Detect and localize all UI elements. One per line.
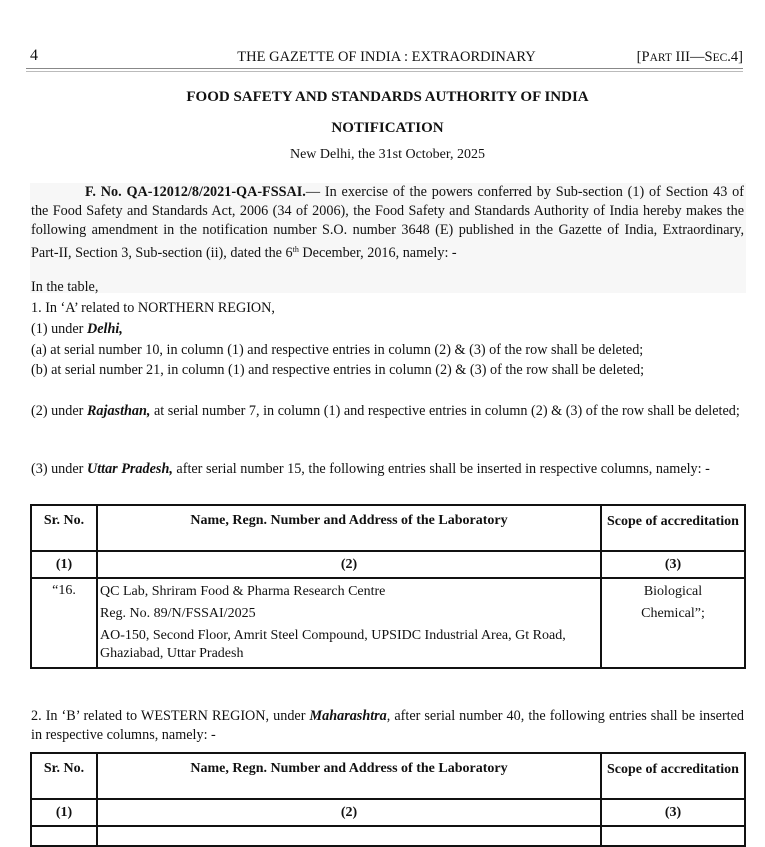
item-prefix: 2. In ‘B’ related to WESTERN REGION, under [31, 708, 310, 724]
part-prefix: [P [636, 49, 650, 65]
header-lab-details: Name, Regn. Number and Address of the Laboratory [97, 505, 601, 551]
state-name: Uttar Pradesh, [86, 461, 173, 477]
item-1-3-uttar-pradesh [31, 460, 744, 479]
scope-cell [601, 826, 745, 846]
item-1-2-rajasthan [31, 402, 744, 421]
header-sr-no: Sr. No. [31, 505, 97, 551]
col-num-2: (2) [97, 799, 601, 826]
em-dash: — [305, 184, 321, 200]
item-1-1-delhi [31, 320, 744, 339]
col-num-3: (3) [601, 799, 745, 826]
scope-biological: Biological [643, 584, 703, 599]
header-sr-no: Sr. No. [31, 753, 97, 799]
lab-name: QC Lab, Shriram Food & Pharma Research Centre [100, 584, 386, 599]
item-prefix: (3) under [31, 461, 87, 477]
item-text: after serial number 15, the following entries shall be inserted in respective columns, namely: - [172, 461, 710, 477]
table-header-row [31, 505, 745, 551]
page-number: 4 [30, 47, 38, 64]
state-name: Maharashtra [309, 708, 387, 724]
col-num-3: (3) [601, 551, 745, 578]
header-scope: Scope of accreditation [601, 505, 745, 551]
state-name: Delhi, [86, 321, 123, 337]
preamble-text-end: December, 2016, namely: - [298, 245, 457, 261]
item-text: , after serial number 40, the following entries shall be inserted in respective columns, namely: - [31, 708, 744, 743]
part-suffix: .4] [727, 49, 743, 65]
scope-cell [601, 578, 745, 668]
item-prefix: (1) under [31, 321, 87, 337]
header-lab-details: Name, Regn. Number and Address of the Laboratory [97, 753, 601, 799]
lab-address: AO-150, Second Floor, Amrit Steel Compound, UPSIDC Industrial Area, Gt Road, Ghaziabad, Uttar Pradesh [100, 628, 566, 661]
notification-heading: NOTIFICATION [331, 120, 444, 136]
preamble-text: In exercise of the powers conferred by Sub-section (1) of Section 43 of the Food Safety and Standards Act, 2006 (34 of 2006), the Food Safety and Standards Authority of India hereby makes the following amendment in the notification number S.O. number 3648 (E) published in the Gazette of India, Extraordinary, Part-II, Section 3, Sub-section (ii), dated the 6 [31, 184, 744, 261]
intro-line: In the table, [31, 279, 99, 295]
header-scope: Scope of accreditation [601, 753, 745, 799]
lab-reg-no: Reg. No. 89/N/FSSAI/2025 [100, 606, 256, 621]
gazette-title: THE GAZETTE OF INDIA : EXTRAORDINARY [237, 49, 536, 65]
item-1-1-a: (a) at serial number 10, in column (1) and respective entries in column (2) & (3) of the row shall be deleted; [31, 342, 644, 358]
running-header [30, 47, 743, 67]
preamble-indent [31, 184, 85, 200]
part-smallcaps-1: ART [649, 52, 672, 64]
dateline: New Delhi, the 31st October, 2025 [289, 147, 485, 162]
sr-no-cell: “16. [31, 578, 97, 668]
col-num-1: (1) [31, 551, 97, 578]
col-num-2: (2) [97, 551, 601, 578]
table-row [31, 578, 745, 668]
part-mid: III—S [671, 49, 713, 65]
item-1-1-b: (b) at serial number 21, in column (1) and respective entries in column (2) & (3) of the row shall be deleted; [31, 362, 645, 378]
header-rule-bottom [26, 71, 743, 72]
lab-details-cell [97, 578, 601, 668]
table-row [31, 826, 745, 846]
item-prefix: (2) under [31, 403, 87, 419]
uttar-pradesh-lab-table [30, 504, 746, 669]
file-number: F. No. QA-12012/8/2021-QA-FSSAI. [85, 184, 306, 200]
preamble-paragraph [31, 183, 744, 263]
table-header-row [31, 753, 745, 799]
ordinal-suffix: th [292, 245, 299, 254]
item-text: at serial number 7, in column (1) and respective entries in column (2) & (3) of the row shall be deleted; [150, 403, 740, 419]
state-name: Rajasthan, [86, 403, 151, 419]
maharashtra-lab-table [30, 752, 746, 847]
header-rule-top [26, 68, 743, 69]
scope-chemical: Chemical”; [641, 606, 705, 621]
item-2-maharashtra [31, 707, 744, 745]
column-number-row [31, 799, 745, 826]
lab-details-cell [97, 826, 601, 846]
col-num-1: (1) [31, 799, 97, 826]
part-section-label [637, 49, 743, 66]
sr-no-cell [31, 826, 97, 846]
item-1-heading: 1. In ‘A’ related to NORTHERN REGION, [31, 300, 275, 316]
column-number-row [31, 551, 745, 578]
part-smallcaps-2: EC [712, 52, 728, 64]
authority-heading: FOOD SAFETY AND STANDARDS AUTHORITY OF INDIA [186, 89, 589, 105]
